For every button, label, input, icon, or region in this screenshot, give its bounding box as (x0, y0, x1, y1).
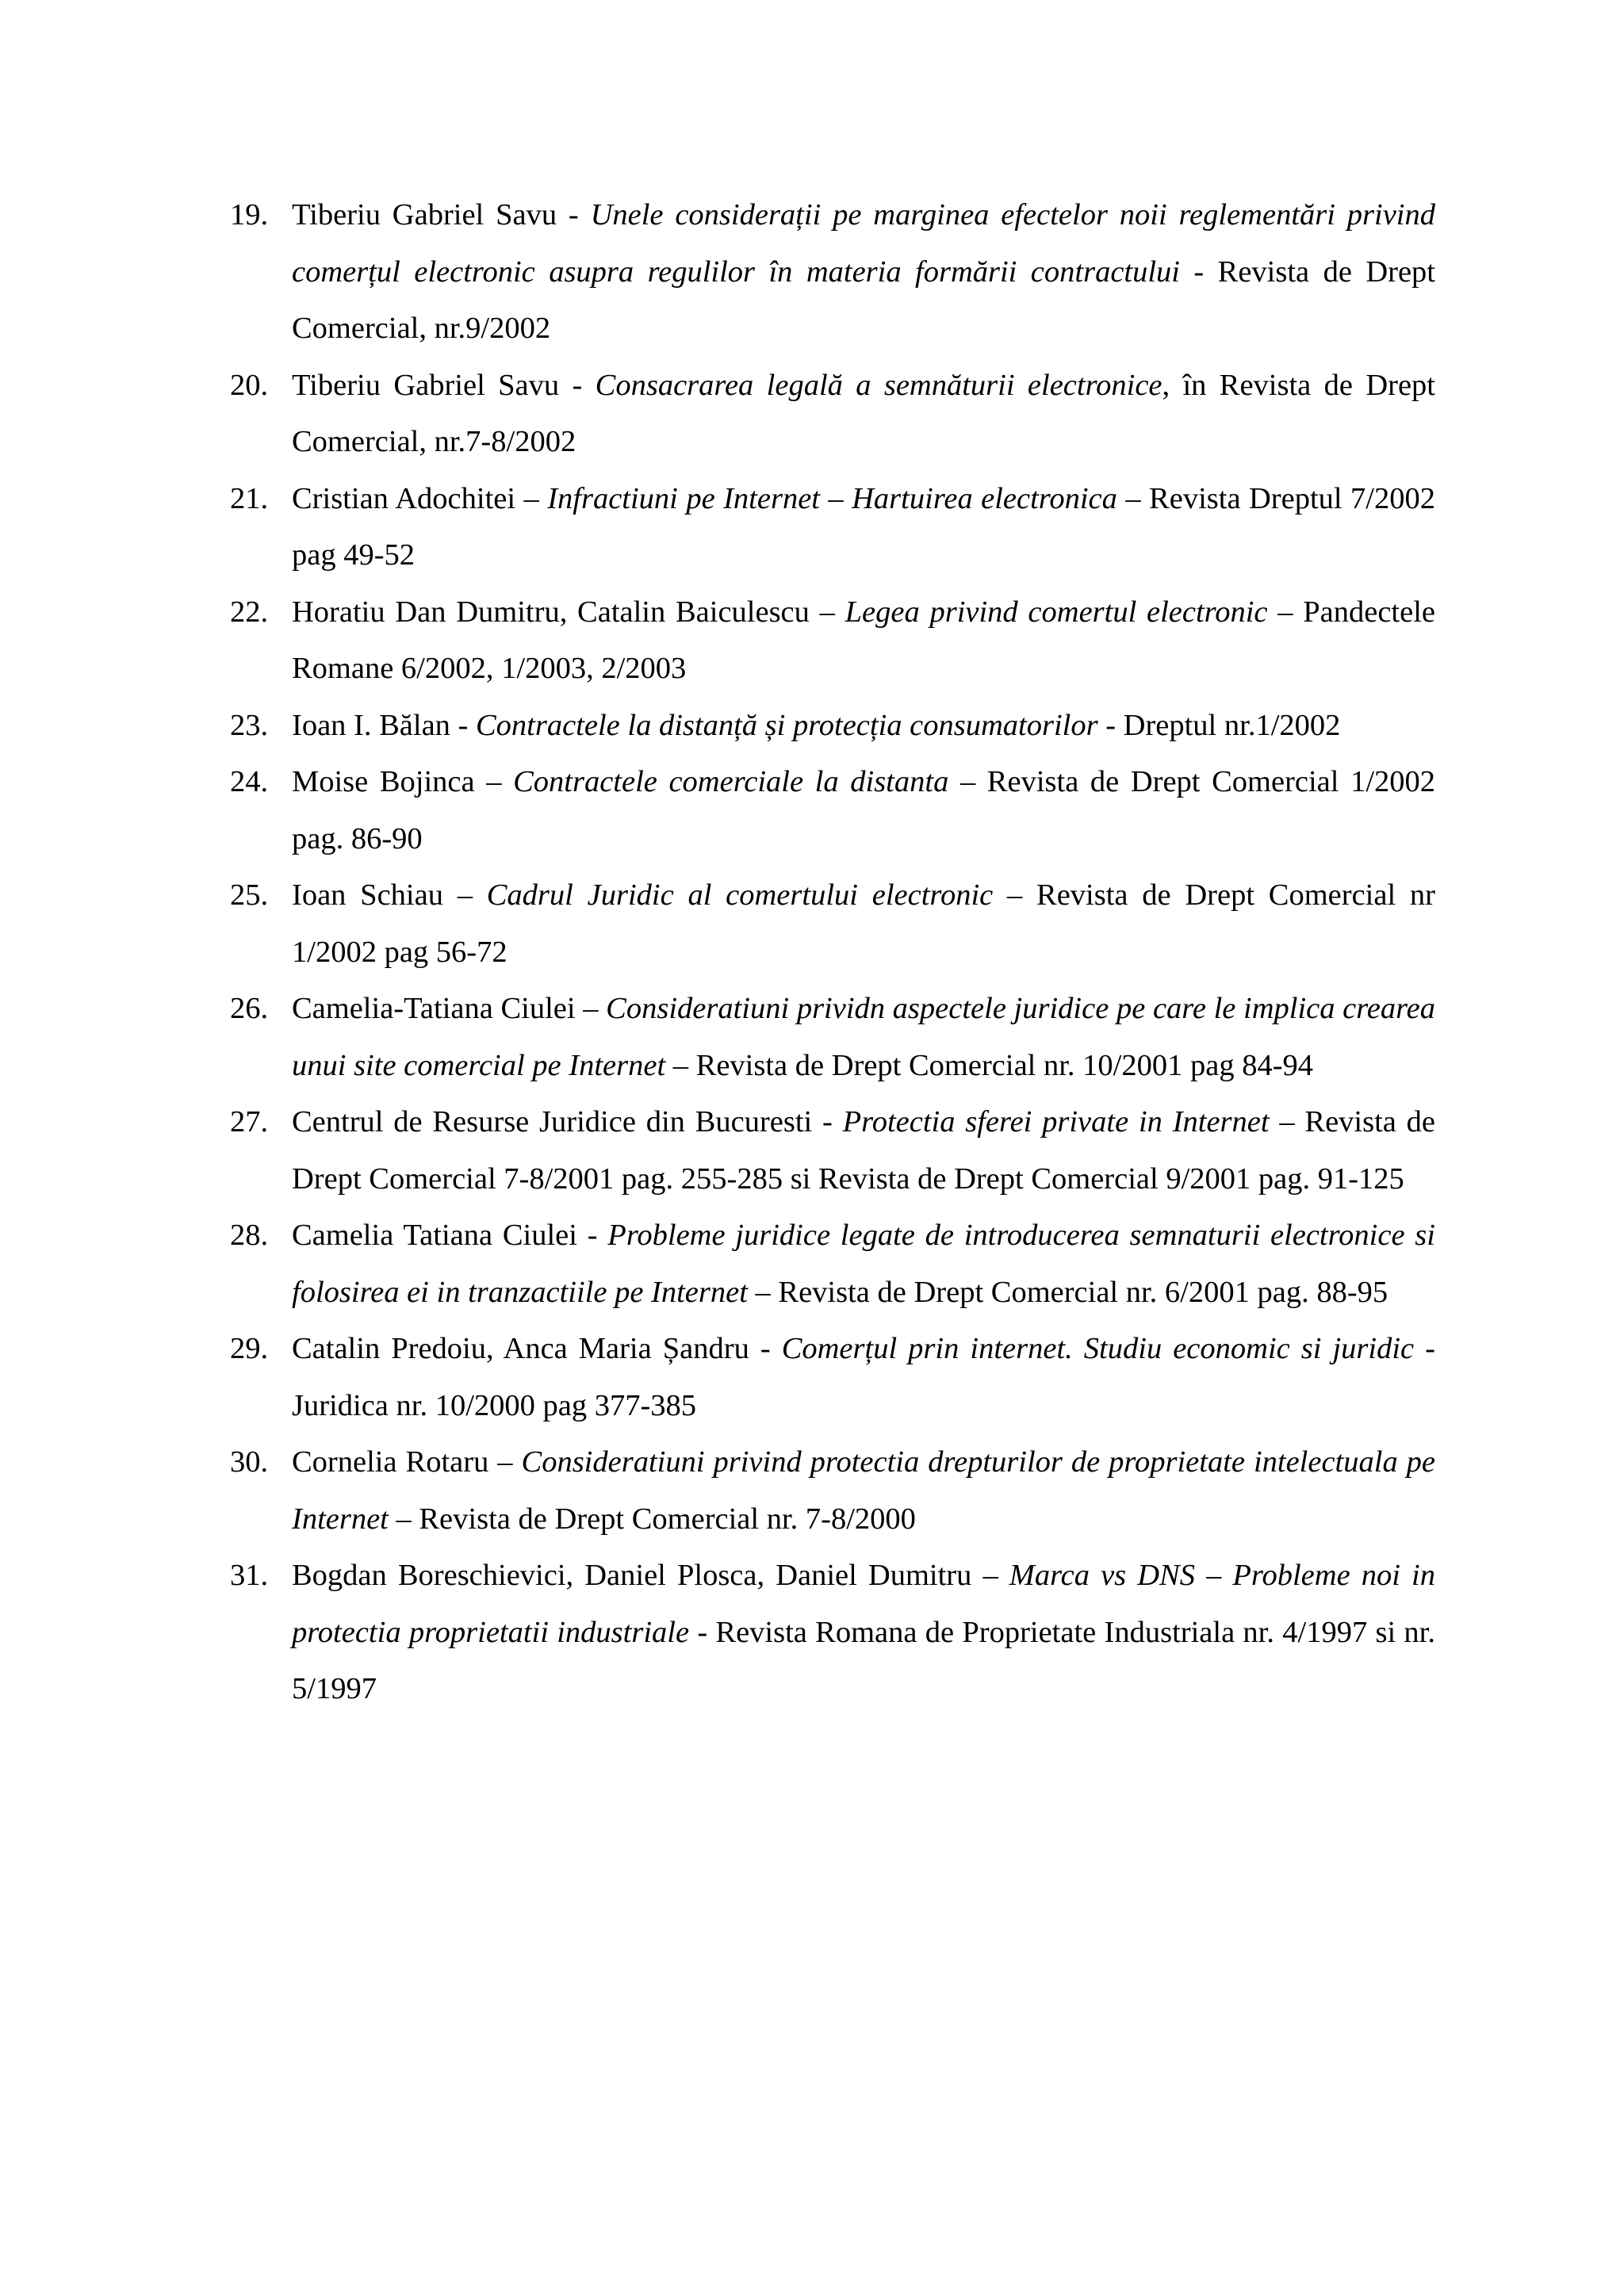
reference-title: Legea privind comertul electronic (845, 595, 1268, 629)
reference-author: Moise Bojinca – (292, 765, 514, 798)
reference-source: - Revista Romana de Proprietate Industriala nr. 4/1997 si nr. 5/1997 (292, 1615, 1435, 1705)
reference-title: Consideratiuni privind protectia drepturilor de proprietate intelectuala pe Internet (292, 1445, 1436, 1536)
reference-list (230, 187, 1435, 1718)
reference-number: 25. (230, 878, 269, 912)
reference-author: Ioan Schiau – (292, 878, 487, 912)
reference-item (230, 1094, 1435, 1207)
reference-item (230, 471, 1435, 584)
reference-number: 19. (230, 198, 269, 232)
reference-item (230, 698, 1435, 755)
reference-number: 28. (230, 1219, 269, 1252)
reference-title: Infractiuni pe Internet – Hartuirea electronica (547, 481, 1117, 515)
reference-author: Bogdan Boreschievici, Daniel Plosca, Daniel Dumitru – (292, 1559, 1009, 1592)
reference-author: Tiberiu Gabriel Savu - (292, 368, 596, 402)
reference-source: – Revista Dreptul 7/2002 pag 49-52 (292, 481, 1435, 572)
reference-number: 24. (230, 765, 269, 798)
reference-source: – Revista de Drept Comercial nr. 10/2001 pag 84-94 (665, 1048, 1314, 1082)
reference-item (230, 981, 1435, 1094)
reference-source: – Revista de Drept Comercial nr. 6/2001 pag. 88-95 (747, 1275, 1388, 1309)
reference-source: – Revista de Drept Comercial nr 1/2002 pag 56-72 (292, 878, 1435, 969)
reference-item (230, 1207, 1435, 1321)
reference-item (230, 187, 1435, 358)
reference-item (230, 1434, 1435, 1548)
reference-item (230, 358, 1435, 471)
reference-title: Unele considerații pe marginea efectelor noii reglementări privind comerțul electronic asupra regulilor în materia formării contractului (292, 198, 1435, 289)
reference-author: Centrul de Resurse Juridice din Bucuresti - (292, 1105, 843, 1138)
reference-title: Protectia sferei private in Internet (842, 1105, 1270, 1138)
reference-number: 29. (230, 1332, 269, 1365)
reference-number: 30. (230, 1445, 269, 1479)
reference-number: 23. (230, 708, 269, 742)
reference-author: Camelia-Tatiana Ciulei – (292, 992, 607, 1025)
reference-author: Camelia Tatiana Ciulei - (292, 1219, 608, 1252)
reference-source: , în Revista de Drept Comercial, nr.7-8/2002 (292, 368, 1435, 458)
reference-source: - Juridica nr. 10/2000 pag 377-385 (292, 1332, 1435, 1422)
reference-title: Cadrul Juridic al comertului electronic (486, 878, 994, 912)
reference-source: – Revista de Drept Comercial 7-8/2001 pag. 255-285 si Revista de Drept Comercial 9/2001 pag. 91-125 (292, 1105, 1435, 1196)
reference-source: – Revista de Drept Comercial nr. 7-8/2000 (388, 1502, 916, 1536)
reference-title: Marca vs DNS – Probleme noi in protectia proprietatii industriale (292, 1559, 1435, 1649)
reference-author: Horatiu Dan Dumitru, Catalin Baiculescu – (292, 595, 845, 629)
reference-author: Cornelia Rotaru – (292, 1445, 522, 1479)
reference-item (230, 1548, 1435, 1718)
reference-author: Tiberiu Gabriel Savu - (292, 198, 591, 232)
reference-author: Cristian Adochitei – (292, 481, 548, 515)
reference-source: – Pandectele Romane 6/2002, 1/2003, 2/2003 (292, 595, 1435, 685)
reference-source: – Revista de Drept Comercial 1/2002 pag. 86-90 (292, 765, 1436, 855)
reference-source: - Dreptul nr.1/2002 (1097, 708, 1341, 742)
reference-author: Catalin Predoiu, Anca Maria Șandru - (292, 1332, 782, 1365)
reference-title: Contractele comerciale la distanta (513, 765, 949, 798)
reference-title: Comerțul prin internet. Studiu economic si juridic (781, 1332, 1415, 1365)
reference-source: - Revista de Drept Comercial, nr.9/2002 (292, 254, 1435, 345)
reference-number: 31. (230, 1559, 269, 1592)
reference-number: 26. (230, 992, 269, 1025)
reference-number: 27. (230, 1105, 269, 1138)
reference-item (230, 1321, 1435, 1434)
reference-item (230, 584, 1435, 698)
reference-title: Consideratiuni prividn aspectele juridice pe care le implica crearea unui site comercial pe Internet (292, 992, 1436, 1082)
reference-title: Contractele la distanță și protecția consumatorilor (475, 708, 1098, 742)
reference-title: Probleme juridice legate de introducerea semnaturii electronice si folosirea ei in tranzactiile pe Internet (292, 1219, 1435, 1309)
reference-number: 21. (230, 481, 269, 515)
reference-author: Ioan I. Bălan - (292, 708, 476, 742)
reference-title: Consacrarea legală a semnăturii electronice (595, 368, 1162, 402)
reference-number: 22. (230, 595, 269, 629)
reference-number: 20. (230, 368, 269, 402)
reference-item (230, 754, 1435, 867)
reference-item (230, 867, 1435, 981)
